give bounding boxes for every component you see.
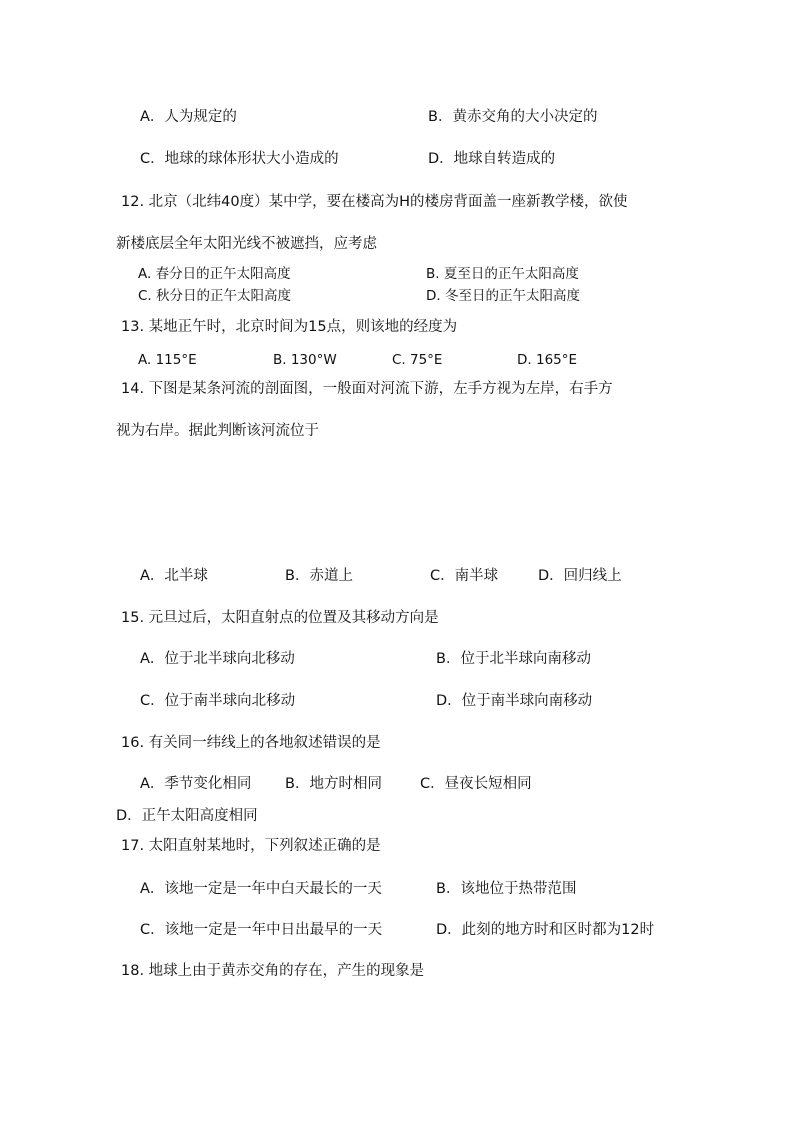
q16-option-a: A．季节变化相同 bbox=[140, 776, 252, 792]
q14-stem-line2: 视为右岸。据此判断该河流位于 bbox=[116, 423, 319, 439]
q16-stem: 16. 有关同一纬线上的各地叙述错误的是 bbox=[121, 735, 381, 751]
q14-option-c: C．南半球 bbox=[430, 568, 499, 584]
q14-stem-line1: 14. 下图是某条河流的剖面图，一般面对河流下游，左手方视为左岸，右手方 bbox=[121, 381, 613, 397]
q17-stem: 17. 太阳直射某地时，下列叙述正确的是 bbox=[121, 838, 381, 854]
q11-option-c: C．地球的球体形状大小造成的 bbox=[140, 151, 339, 167]
q13-option-a: A. 115°E bbox=[138, 352, 197, 368]
q14-option-b: B．赤道上 bbox=[285, 568, 353, 584]
q14-option-d: D．回归线上 bbox=[538, 568, 622, 584]
q12-option-b: B. 夏至日的正午太阳高度 bbox=[426, 266, 579, 282]
q12-option-d: D. 冬至日的正午太阳高度 bbox=[426, 288, 580, 304]
q16-option-c: C．昼夜长短相同 bbox=[420, 776, 532, 792]
q13-option-b: B. 130°W bbox=[273, 352, 337, 368]
q17-option-b: B．该地位于热带范围 bbox=[436, 881, 577, 897]
q15-option-a: A．位于北半球向北移动 bbox=[140, 651, 295, 667]
q16-option-d: D．正午太阳高度相同 bbox=[116, 808, 258, 824]
q15-option-c: C．位于南半球向北移动 bbox=[140, 693, 296, 709]
q15-option-b: B．位于北半球向南移动 bbox=[436, 651, 591, 667]
q11-option-a: A．人为规定的 bbox=[140, 109, 237, 125]
q15-option-d: D．位于南半球向南移动 bbox=[436, 693, 593, 709]
q13-option-d: D. 165°E bbox=[517, 352, 578, 368]
q13-option-c: C. 75°E bbox=[392, 352, 443, 368]
q12-stem-line2: 新楼底层全年太阳光线不被遮挡，应考虑 bbox=[116, 236, 377, 252]
q15-stem: 15. 元旦过后，太阳直射点的位置及其移动方向是 bbox=[121, 610, 439, 626]
q11-option-d: D．地球自转造成的 bbox=[428, 151, 556, 167]
q13-stem: 13. 某地正午时，北京时间为15点，则该地的经度为 bbox=[121, 319, 458, 335]
q11-option-b: B．黄赤交角的大小决定的 bbox=[428, 109, 598, 125]
q12-option-c: C. 秋分日的正午太阳高度 bbox=[138, 288, 292, 304]
q12-option-a: A. 春分日的正午太阳高度 bbox=[138, 266, 291, 282]
q18-stem: 18. 地球上由于黄赤交角的存在，产生的现象是 bbox=[121, 963, 425, 979]
q12-stem-line1: 12. 北京（北纬40度）某中学，要在楼高为H的楼房背面盖一座新教学楼，欲使 bbox=[121, 194, 628, 210]
q17-option-d: D．此刻的地方时和区时都为12时 bbox=[436, 922, 655, 938]
q14-option-a: A．北半球 bbox=[140, 568, 208, 584]
q16-option-b: B．地方时相同 bbox=[285, 776, 382, 792]
q17-option-a: A．该地一定是一年中白天最长的一天 bbox=[140, 881, 382, 897]
q17-option-c: C．该地一定是一年中日出最早的一天 bbox=[140, 922, 383, 938]
